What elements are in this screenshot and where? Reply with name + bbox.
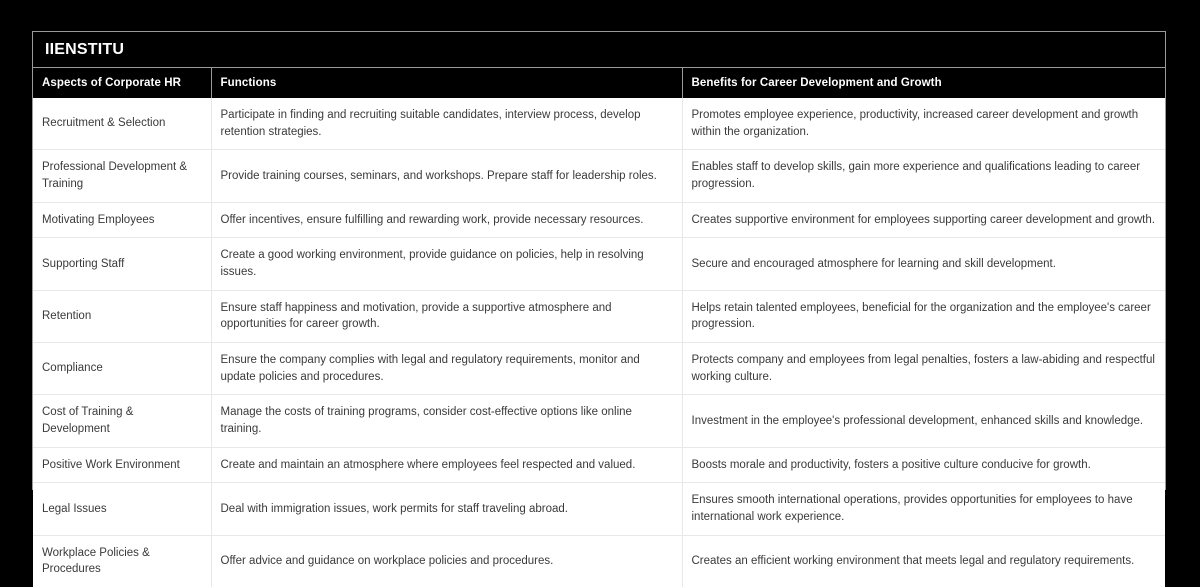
table-row	[33, 535, 1165, 587]
cell-function: Offer advice and guidance on workplace policies and procedures.	[211, 535, 682, 587]
cell-aspect: Legal Issues	[33, 483, 211, 535]
cell-benefit: Ensures smooth international operations, provides opportunities for employees to have international work experience.	[682, 483, 1165, 535]
cell-aspect: Retention	[33, 290, 211, 342]
cell-function: Participate in finding and recruiting suitable candidates, interview process, develop retention strategies.	[211, 98, 682, 150]
cell-function: Manage the costs of training programs, consider cost-effective options like online training.	[211, 395, 682, 447]
table-header	[33, 68, 1165, 98]
cell-aspect: Professional Development & Training	[33, 150, 211, 202]
hr-comparison-table-frame	[32, 31, 1166, 576]
cell-benefit: Enables staff to develop skills, gain more experience and qualifications leading to career progression.	[682, 150, 1165, 202]
table-row	[33, 98, 1165, 150]
cell-aspect: Recruitment & Selection	[33, 98, 211, 150]
cell-benefit: Investment in the employee's professional development, enhanced skills and knowledge.	[682, 395, 1165, 447]
table-row	[33, 447, 1165, 483]
cell-function: Provide training courses, seminars, and workshops. Prepare staff for leadership roles.	[211, 150, 682, 202]
column-header-functions: Functions	[211, 68, 682, 98]
cell-benefit: Protects company and employees from legal penalties, fosters a law-abiding and respectful working culture.	[682, 343, 1165, 395]
table-row	[33, 395, 1165, 447]
brand-title-bar	[33, 32, 1165, 68]
cell-function: Offer incentives, ensure fulfilling and rewarding work, provide necessary resources.	[211, 202, 682, 238]
cell-function: Ensure the company complies with legal and regulatory requirements, monitor and update policies and procedures.	[211, 343, 682, 395]
hr-aspects-table	[33, 68, 1165, 587]
table-body	[33, 98, 1165, 587]
cell-function: Deal with immigration issues, work permits for staff traveling abroad.	[211, 483, 682, 535]
table-row	[33, 202, 1165, 238]
cell-benefit: Creates an efficient working environment that meets legal and regulatory requirements.	[682, 535, 1165, 587]
cell-benefit: Creates supportive environment for employees supporting career development and growth.	[682, 202, 1165, 238]
brand-name: IIENSTITU	[45, 40, 125, 58]
cell-aspect: Compliance	[33, 343, 211, 395]
column-header-aspects: Aspects of Corporate HR	[33, 68, 211, 98]
cell-aspect: Motivating Employees	[33, 202, 211, 238]
header-row	[33, 68, 1165, 98]
cell-benefit: Secure and encouraged atmosphere for learning and skill development.	[682, 238, 1165, 290]
cell-aspect: Workplace Policies & Procedures	[33, 535, 211, 587]
column-header-benefits: Benefits for Career Development and Growth	[682, 68, 1165, 98]
cell-function: Create and maintain an atmosphere where employees feel respected and valued.	[211, 447, 682, 483]
table-row	[33, 238, 1165, 290]
cell-function: Create a good working environment, provide guidance on policies, help in resolving issues.	[211, 238, 682, 290]
table-row	[33, 483, 1165, 535]
table-row	[33, 343, 1165, 395]
cell-aspect: Positive Work Environment	[33, 447, 211, 483]
cell-benefit: Helps retain talented employees, beneficial for the organization and the employee's career progression.	[682, 290, 1165, 342]
cell-aspect: Cost of Training & Development	[33, 395, 211, 447]
table-row	[33, 290, 1165, 342]
cell-aspect: Supporting Staff	[33, 238, 211, 290]
cell-benefit: Boosts morale and productivity, fosters a positive culture conducive for growth.	[682, 447, 1165, 483]
table-row	[33, 150, 1165, 202]
cell-benefit: Promotes employee experience, productivity, increased career development and growth within the organization.	[682, 98, 1165, 150]
cell-function: Ensure staff happiness and motivation, provide a supportive atmosphere and opportunities for career growth.	[211, 290, 682, 342]
